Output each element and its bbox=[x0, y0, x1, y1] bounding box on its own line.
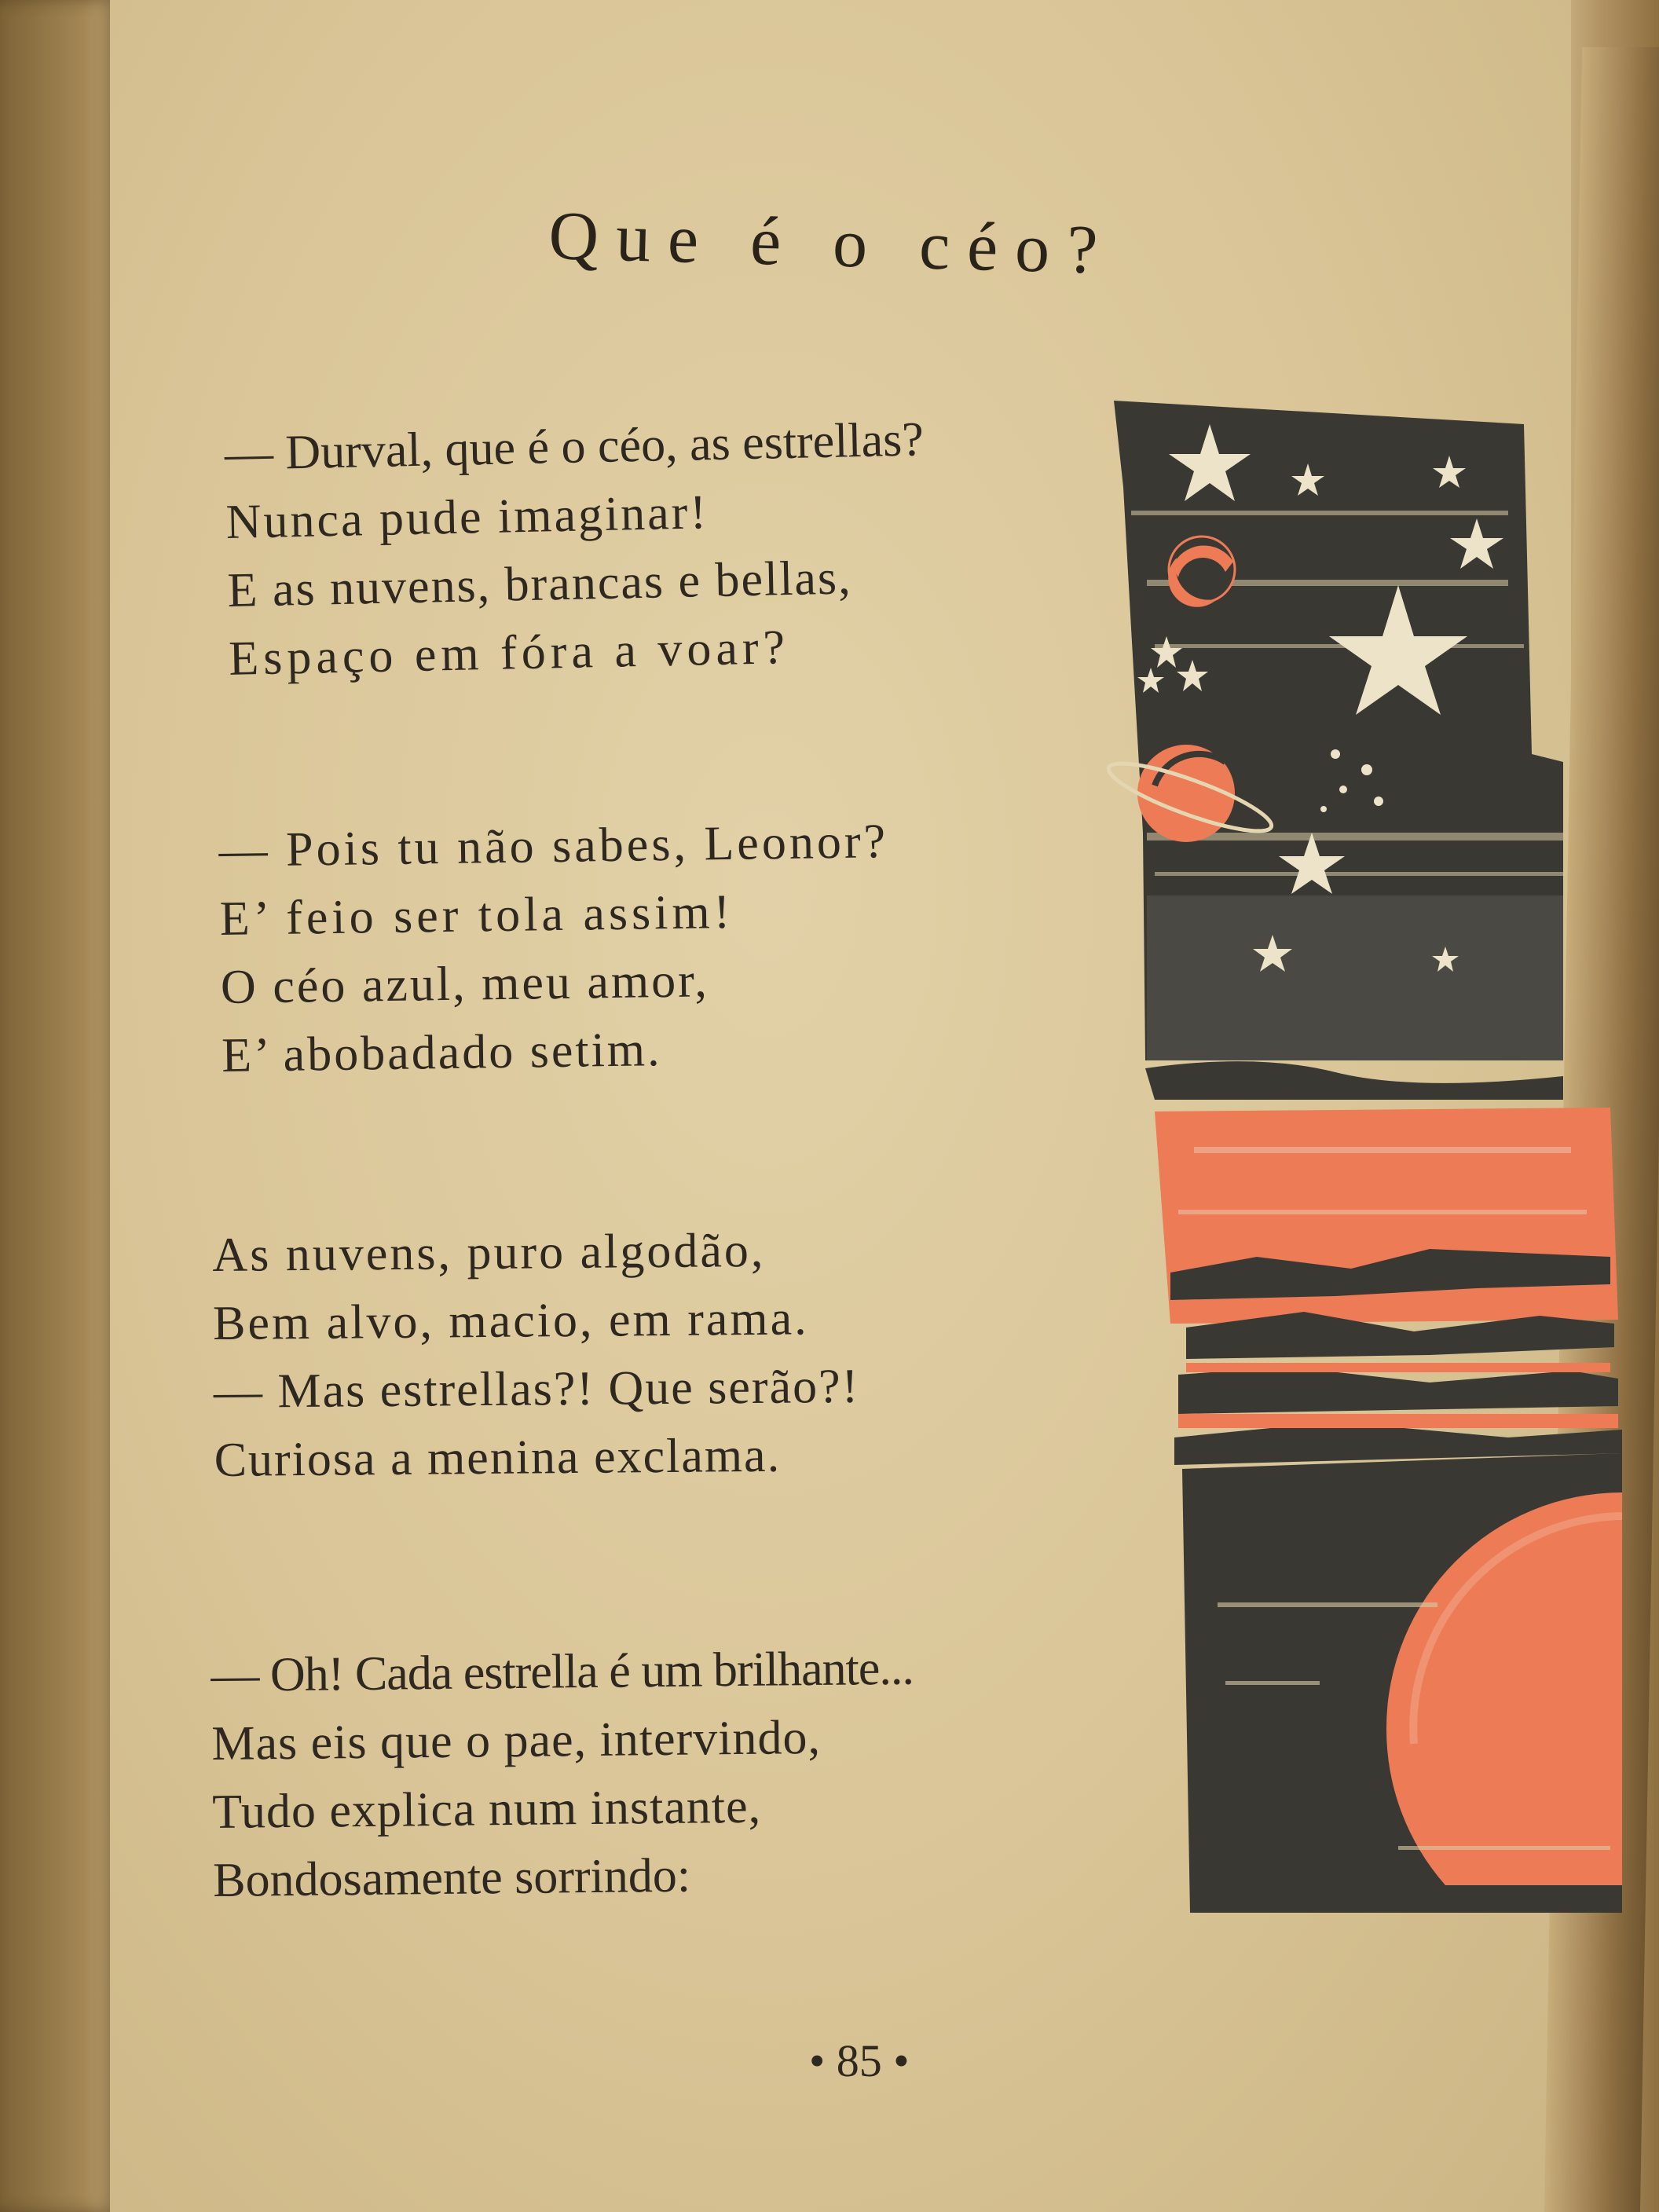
woodcut-image bbox=[1100, 393, 1626, 1932]
stanza-line: Tudo explica num instante, bbox=[211, 1779, 762, 1839]
star-dot-icon bbox=[1361, 764, 1372, 775]
stanza-line: — Mas estrellas?! Que serão?! bbox=[213, 1359, 860, 1419]
left-page-edge bbox=[0, 0, 118, 2212]
stanza-line: Nunca pude imaginar! bbox=[225, 485, 709, 549]
stanza-line: Curiosa a menina exclama. bbox=[214, 1428, 782, 1487]
page-number: • 85 • bbox=[809, 2035, 910, 2086]
dark-clouds bbox=[1170, 1249, 1622, 1465]
horizon-band bbox=[1145, 1061, 1563, 1100]
star-dot-icon bbox=[1374, 797, 1383, 806]
stanza-line: Espaço em fóra a voar? bbox=[228, 620, 790, 686]
poem-title: Que é o céo? bbox=[548, 197, 1116, 289]
stanza-line: — Oh! Cada estrella é um brilhante... bbox=[211, 1641, 914, 1702]
stanza-line: — Durval, que é o céo, as estrellas? bbox=[224, 412, 925, 481]
night-sky-illustration bbox=[1100, 393, 1626, 1932]
stanza-line: Mas eis que o pae, intervindo, bbox=[211, 1710, 822, 1771]
star-dot-icon bbox=[1320, 806, 1327, 812]
stanza-line: Bem alvo, macio, em rama. bbox=[212, 1291, 809, 1350]
star-dot-icon bbox=[1331, 749, 1340, 759]
stanza-line: E as nuvens, brancas e bellas, bbox=[226, 551, 853, 617]
stanza-line: E’ abobadado setim. bbox=[221, 1023, 662, 1082]
lower-sky-band bbox=[1147, 895, 1563, 1060]
stanza-line: O céo azul, meu amor, bbox=[220, 954, 710, 1014]
stanza-line: Bondosamente sorrindo: bbox=[212, 1848, 691, 1907]
stanza-line: — Pois tu não sabes, Leonor? bbox=[218, 815, 889, 877]
stanza-line: As nuvens, puro algodão, bbox=[212, 1223, 766, 1282]
stanza-line: E’ feio ser tola assim! bbox=[219, 884, 734, 946]
star-dot-icon bbox=[1339, 786, 1347, 793]
